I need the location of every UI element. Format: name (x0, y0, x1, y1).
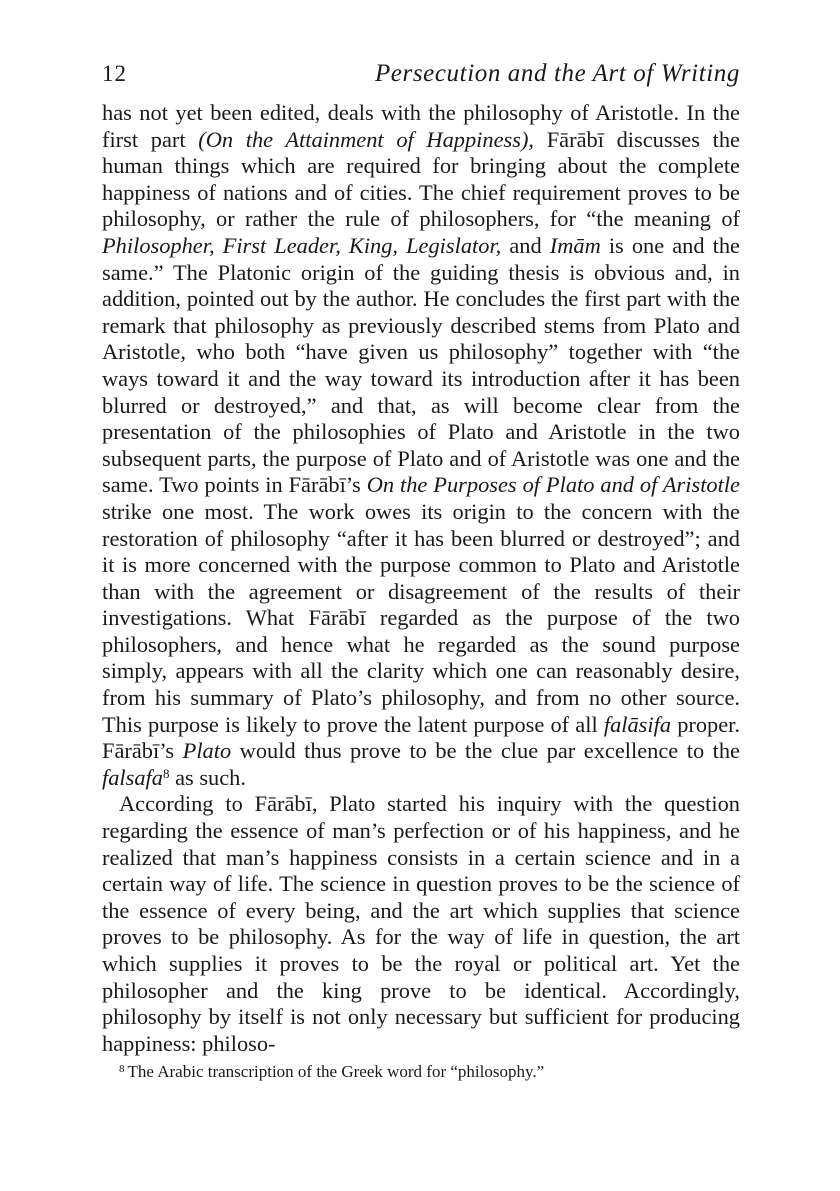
italic-title: (On the Attainment of Happiness), (198, 126, 535, 152)
running-title: Persecution and the Art of Writing (374, 60, 740, 87)
italic-term: falāsifa (603, 711, 672, 737)
italic-term: Imām (549, 232, 601, 258)
footnote-marker: 8 (119, 1063, 125, 1076)
text-run: strike one most. The work owes its origin to the concern with the restoration of philosophy “after it has been blurred or destroyed”; and it is more concerned with the purpose common to Plato and Aristotle than with the agreement or disagreement of the results of their investigations. What Fārābī regarded as the purpose of the two philosophers, and hence what he regarded as the sound purpose simply, appears with all the clarity which one can reasonably desire, from his summary of Plato’s philosophy, and from no other source. This purpose is likely to prove the latent purpose of all (102, 498, 740, 737)
text-run: and (501, 232, 550, 258)
text-run: is one and the same.” The Platonic origin of the guiding thesis is obvious and, in addition, pointed out by the author. He concludes the first part with the remark that philosophy as previously described stems from Plato and Aristotle, who both “have given us philosophy” together with “the ways toward it and the way toward its introduction after it has been blurred or destroyed,” and that, as will become clear from the presentation of the philosophies of Plato and Aristotle in the two subsequent parts, the purpose of Plato and of Aristotle was one and the same. Two points in Fārābī’s (102, 232, 740, 498)
paragraph-2: According to Fārābī, Plato started his inquiry with the question regarding the essence of man’s perfection or of his happiness, and he realized that man’s happiness consists in a certain science and in a certain way of life. The science in question proves to be the science of the essence of every being, and the art which supplies that science proves to be philosophy. As for the way of life in question, the art which supplies it proves to be the royal or political art. Yet the philosopher and the king prove to be identical. Accordingly, philosophy by itself is not only necessary but sufficient for producing happiness: philoso- (102, 791, 740, 1056)
italic-phrase: Philosopher, First Leader, King, Legislator, (102, 232, 502, 258)
footnote-reference[interactable]: 8 (162, 765, 170, 781)
italic-term: falsafa (102, 764, 163, 790)
text-run: has not yet been edited, deals with the philosophy of Aristotle. In the first part (102, 100, 740, 152)
text-run: would thus prove to be the clue par excellence to the (231, 738, 740, 764)
book-page (102, 60, 740, 1083)
footnote (102, 1061, 740, 1083)
paragraph-1 (102, 100, 740, 791)
page-number: 12 (102, 61, 127, 86)
footnote-text: The Arabic transcription of the Greek word for “philosophy.” (127, 1062, 545, 1082)
running-head (102, 60, 740, 100)
body-text (102, 100, 740, 1057)
text-run: proper. Fārābī’s (102, 711, 740, 764)
italic-title: Plato (182, 738, 232, 764)
italic-title: On the Purposes of Plato and of Aristotle (366, 472, 740, 498)
text-run: as such. (169, 764, 246, 790)
text-run: Fārābī discusses the human things which are required for bringing about the complete happiness of nations and of cities. The chief requirement proves to be philosophy, or rather the rule of philosophers, for “the meaning of (102, 126, 740, 232)
